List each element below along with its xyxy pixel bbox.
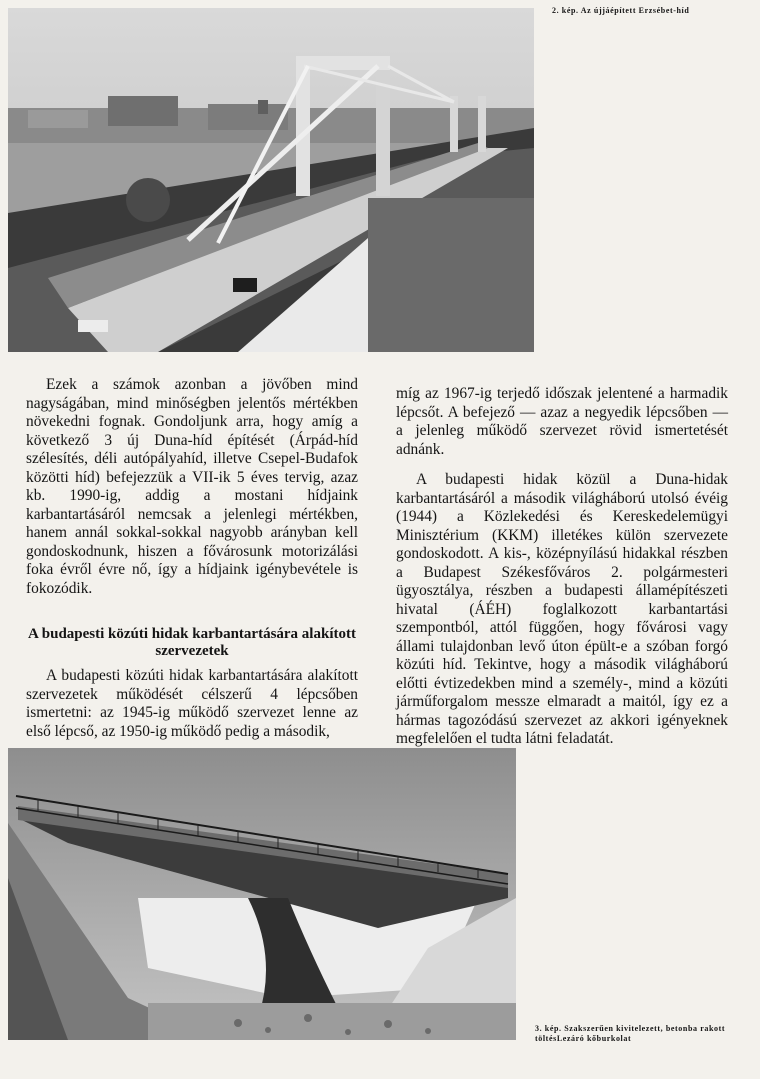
paragraph: míg az 1967-ig terjedő időszak jelentené a harmadik lépcsőt. A befejező — azaz a negyedik lépcsőben — a jelenleg működő szervezet rövid ismertetését adnánk. xyxy=(396,385,728,458)
paragraph: A budapesti hidak közül a Duna-hidak karbantartásáról a második világháború utolsó évéig (1944) a Közlekedési és Kereskedelemügyi Minisztérium (KKM) illetékes külön szervezete gondoskodott. A kis-, középnyílású hidakkal részben a Budapest Székesfőváros 2. polgármesteri ügyosztálya, részben a budapesti államépítészeti hivatal (ÁÉH) foglalkozott karbantartási szempontból, attól függően, hogy fővárosi vagy állami tulajdonban levő úton épült-e a szóban forgó közúti híd. Tekintve, hogy a második világháború előtti évtizedekben mind a személy-, mind a közúti járműforgalom messze elmaradt a maitól, így ez a hármas tagozódású szervezet az akkori igényeknek megfelelően el tudta látni feladatát. xyxy=(396,471,728,747)
figure-caption: 2. kép. Az újjáépített Erzsébet-híd xyxy=(552,6,690,15)
text-column-right xyxy=(396,385,728,749)
section-heading: A budapesti közúti hidak karbantartására alakított szervezetek xyxy=(28,626,356,659)
paragraph: Ezek a számok azonban a jövőben mind nagyságában, mind minőségben jelentős mértékben növekedni fognak. Gondoljunk arra, hogy amíg a következő 3 új Duna-híd építését (Árpád-híd szélesítés, déli autópályahíd, illetve Csepel-Budafok közötti híd) befejezzük a VII-ik 5 éves tervig, azaz kb. 1990-ig, addig a mostani hídjaink karbantartásáról nemcsak a jelenlegi mértékben, hanem annál sokkal-sokkal nagyobb arányban kell gondoskodnunk, hiszen a fővárosunk motorizálási foka évről évre nő, így a hídjaink igénybevétele is fokozódik. xyxy=(26,376,358,597)
figure-caption: 3. kép. Szakszerűen kivitelezett, betonba rakott töltésLezáró kőburkolat xyxy=(535,1024,726,1043)
text-column-left xyxy=(26,376,358,741)
bridge-photo xyxy=(8,8,534,352)
paragraph: A budapesti közúti hidak karbantartására alakított szervezetek működését célszerű 4 lépcsőben ismertetni: az 1945-ig működő szervezet lenne az első lépcső, az 1950-ig működő pedig a második, xyxy=(26,667,358,740)
overpass-photo xyxy=(8,748,516,1040)
